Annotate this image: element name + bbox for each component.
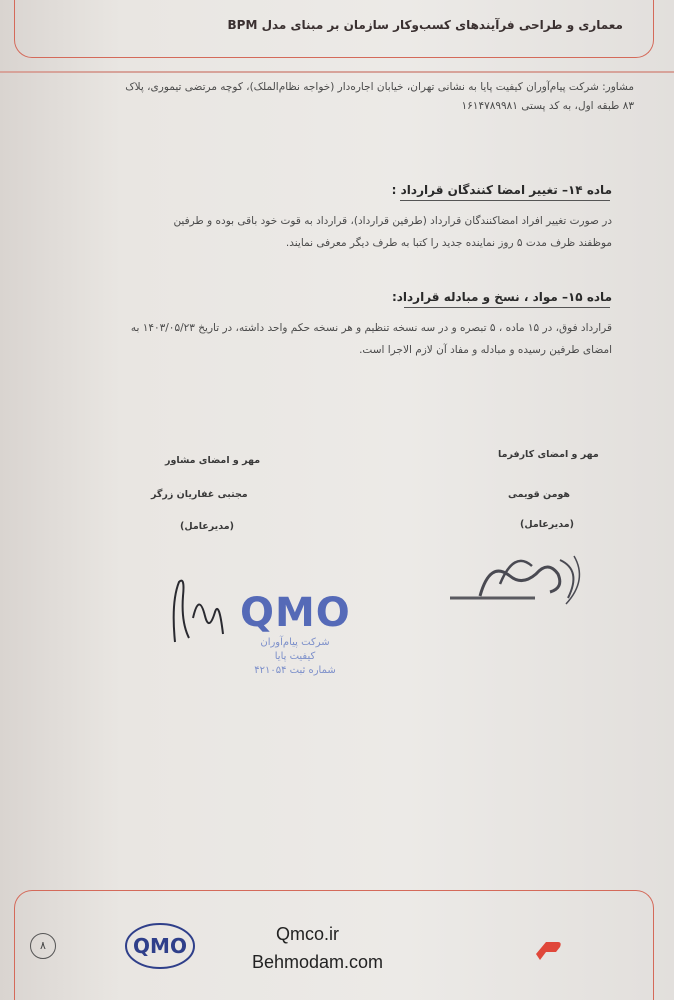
article-14-heading: ماده ۱۴– تغییر امضا کنندگان قرارداد :	[391, 183, 612, 197]
stamp-line-1: شرکت پیام‌آوران	[260, 637, 330, 648]
header-frame	[14, 0, 654, 58]
article-14-line-2: موظفند ظرف مدت ۵ روز نماینده جدید را کتبا به طرف دیگر معرفی نمایند.	[285, 237, 612, 249]
header-divider	[0, 71, 674, 73]
behmodam-logo-icon	[528, 930, 568, 970]
document-title: معماری و طراحی فرآیندهای کسب‌وکار سازمان بر مبنای مدل BPM	[227, 18, 623, 32]
employer-signature	[440, 540, 590, 610]
article-14-body	[52, 210, 612, 254]
footer-url-behmodam: Behmodam.com	[252, 952, 384, 972]
article-15-body	[52, 317, 612, 361]
address-line-1: مشاور: شرکت پیام‌آوران کیفیت پایا به نشانی تهران، خیابان اجاره‌دار (خواجه نظام‌الملک)، کوچه مرتضی تیموری، پلاک	[125, 81, 634, 93]
address-line-2: ۸۳ طبقه اول، به کد پستی ۱۶۱۴۷۸۹۹۸۱	[461, 100, 634, 112]
consultant-seal-label: مهر و امضای مشاور	[165, 455, 261, 466]
consultant-role: (مدیرعامل)	[180, 521, 234, 532]
employer-seal-label: مهر و امضای کارفرما	[498, 449, 599, 460]
footer-logo-text: QMO	[133, 934, 187, 958]
page-number: ۸	[30, 933, 56, 959]
employer-role: (مدیرعامل)	[520, 519, 574, 530]
qmo-logo	[124, 922, 196, 970]
employer-name: هومن قویمی	[508, 489, 571, 500]
article-15-underline	[404, 307, 610, 308]
company-stamp	[240, 590, 350, 678]
stamp-logo-text: QMO	[240, 590, 351, 636]
stamp-line-2: کیفیت پایا	[274, 651, 316, 662]
footer-url-qmco: Qmco.ir	[276, 924, 339, 944]
article-15-line-1: قرارداد فوق، در ۱۵ ماده ، ۵ تبصره و در سه نسخه تنظیم و هر نسخه حکم واحد داشته، در تاریخ ۱۴۰۳/۰۵/۲۳ به	[130, 322, 612, 334]
consultant-name: مجتبی غفاریان زرگر	[151, 489, 248, 500]
article-14-line-1: در صورت تغییر افراد امضاکنندگان قرارداد (طرفین قرارداد)، قرارداد به قوت خود باقی بوده و طرفین	[173, 215, 612, 227]
consultant-signature	[165, 572, 235, 648]
article-15-heading: ماده ۱۵– مواد ، نسخ و مبادله قرارداد:	[391, 290, 612, 304]
article-15-line-2: امضای طرفین رسیده و مبادله و مفاد آن لازم الاجرا است.	[359, 344, 612, 356]
article-14-underline	[400, 200, 610, 201]
consultant-address	[74, 78, 634, 116]
stamp-line-3: شماره ثبت ۴۲۱۰۵۴	[254, 665, 336, 676]
